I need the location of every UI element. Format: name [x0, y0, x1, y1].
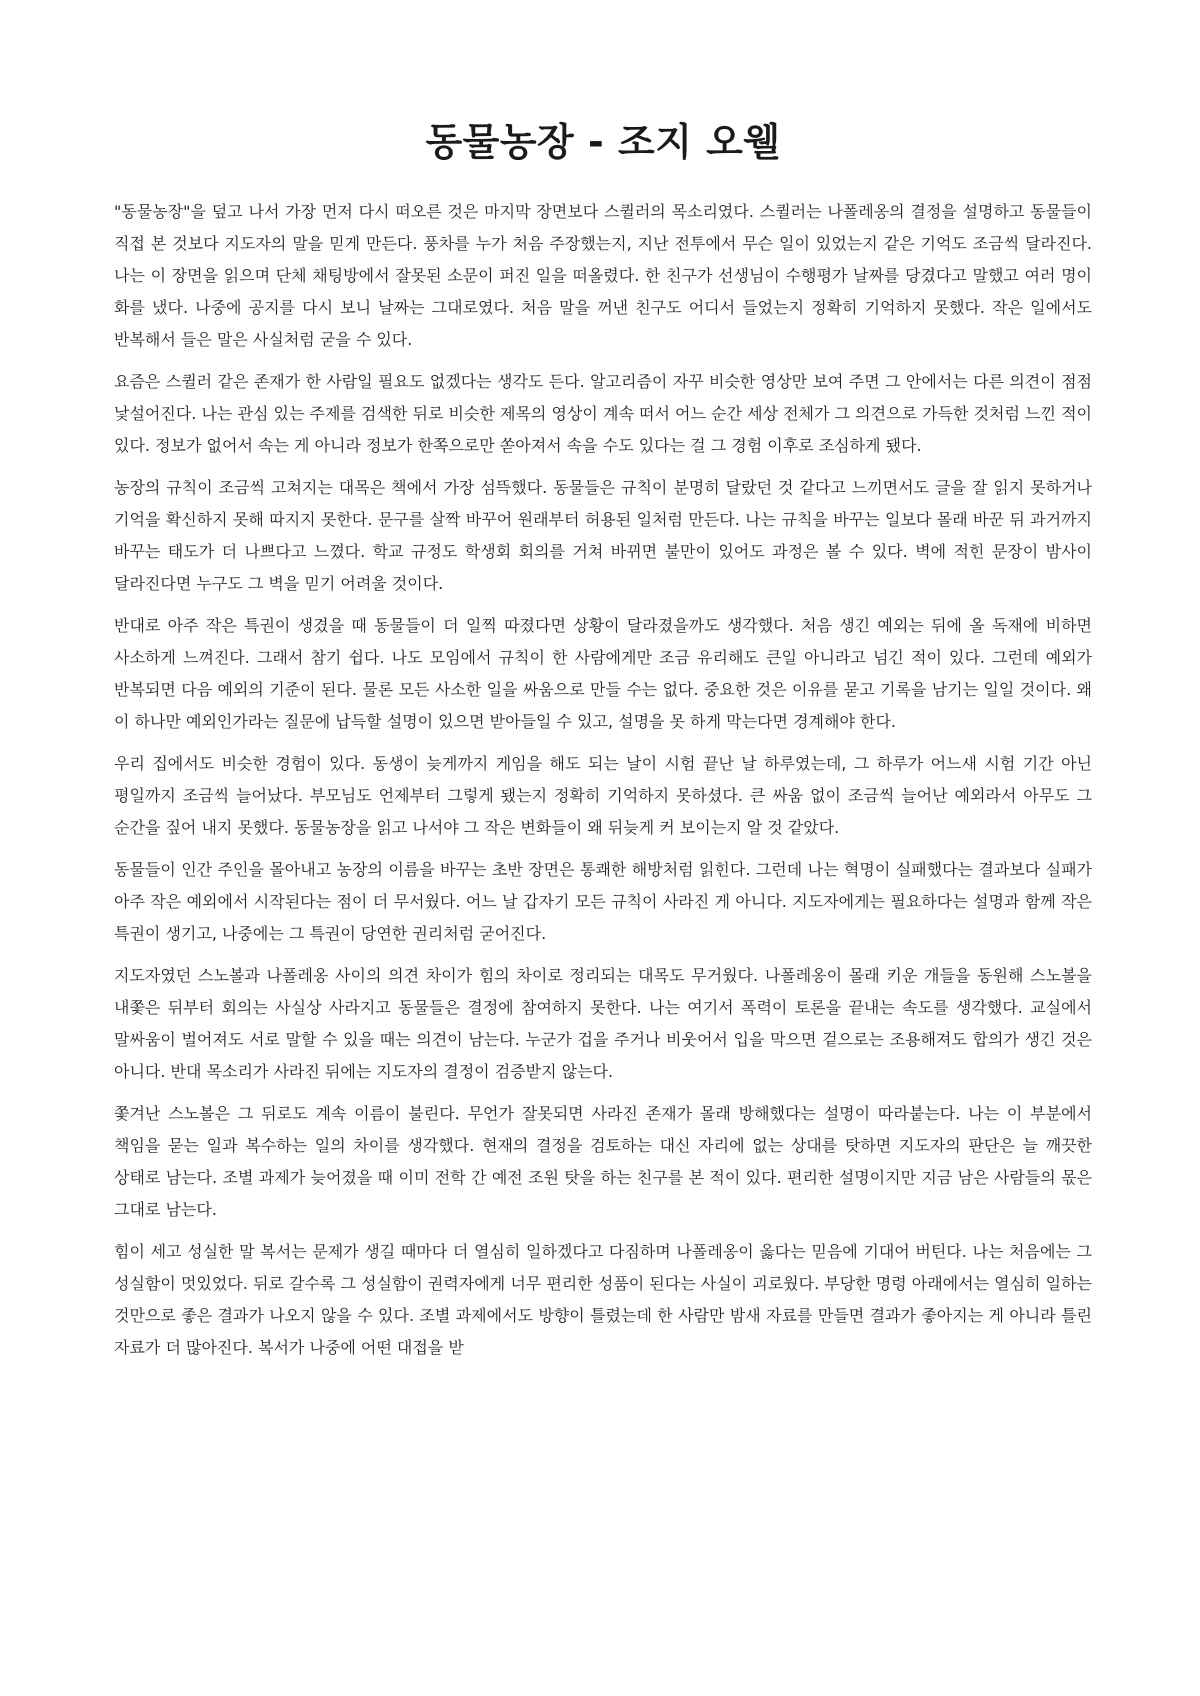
paragraph: 농장의 규칙이 조금씩 고쳐지는 대목은 책에서 가장 섬뜩했다. 동물들은 규칙이 분명히 달랐던 것 같다고 느끼면서도 글을 잘 읽지 못하거나 기억을 확신하지 못해 따지지 못한다. 문구를 살짝 바꾸어 원래부터 허용된 일처럼 만든다. 나는 규칙을 바꾸는 일보다 몰래 바꾼 뒤 과거까지 바꾸는 태도가 더 나쁘다고 느꼈다. 학교 규정도 학생회 회의를 거쳐 바뀌면 불만이 있어도 과정은 볼 수 있다. 벽에 적힌 문장이 밤사이 달라진다면 누구도 그 벽을 믿기 어려울 것이다.: [114, 478, 1092, 593]
document-title: 동물농장 - 조지 오웰: [425, 120, 781, 164]
paragraph: "동물농장"을 덮고 나서 가장 먼저 다시 떠오른 것은 마지막 장면보다 스퀼러의 목소리였다. 스퀼러는 나폴레옹의 결정을 설명하고 동물들이 직접 본 것보다 지도자의 말을 믿게 만든다. 풍차를 누가 처음 주장했는지, 지난 전투에서 무슨 일이 있었는지 같은 기억도 조금씩 달라진다. 나는 이 장면을 읽으며 단체 채팅방에서 잘못된 소문이 퍼진 일을 떠올렸다. 한 친구가 선생님이 수행평가 날짜를 당겼다고 말했고 여러 명이 화를 냈다. 나중에 공지를 다시 보니 날짜는 그대로였다. 처음 말을 꺼낸 친구도 어디서 들었는지 정확히 기억하지 못했다. 작은 일에서도 반복해서 들은 말은 사실처럼 굳을 수 있다.: [114, 202, 1092, 349]
paragraph: 요즘은 스퀼러 같은 존재가 한 사람일 필요도 없겠다는 생각도 든다. 알고리즘이 자꾸 비슷한 영상만 보여 주면 그 안에서는 다른 의견이 점점 낯설어진다. 나는 관심 있는 주제를 검색한 뒤로 비슷한 제목의 영상이 계속 떠서 어느 순간 세상 전체가 그 의견으로 가득한 것처럼 느낀 적이 있다. 정보가 없어서 속는 게 아니라 정보가 한쪽으로만 쏟아져서 속을 수도 있다는 걸 그 경험 이후로 조심하게 됐다.: [114, 372, 1092, 455]
document-body: [114, 196, 1092, 1364]
paragraph: 지도자였던 스노볼과 나폴레옹 사이의 의견 차이가 힘의 차이로 정리되는 대목도 무거웠다. 나폴레옹이 몰래 키운 개들을 동원해 스노볼을 내쫓은 뒤부터 회의는 사실상 사라지고 동물들은 결정에 참여하지 못한다. 나는 여기서 폭력이 토론을 끝내는 속도를 생각했다. 교실에서 말싸움이 벌어져도 서로 말할 수 있을 때는 의견이 남는다. 누군가 겁을 주거나 비웃어서 입을 막으면 겉으로는 조용해져도 합의가 생긴 것은 아니다. 반대 목소리가 사라진 뒤에는 지도자의 결정이 검증받지 않는다.: [114, 966, 1092, 1081]
paragraph: 동물들이 인간 주인을 몰아내고 농장의 이름을 바꾸는 초반 장면은 통쾌한 해방처럼 읽힌다. 그런데 나는 혁명이 실패했다는 결과보다 실패가 아주 작은 예외에서 시작된다는 점이 더 무서웠다. 어느 날 갑자기 모든 규칙이 사라진 게 아니다. 지도자에게는 필요하다는 설명과 함께 작은 특권이 생기고, 나중에는 그 특권이 당연한 권리처럼 굳어진다.: [114, 860, 1092, 943]
paragraph: 힘이 세고 성실한 말 복서는 문제가 생길 때마다 더 열심히 일하겠다고 다짐하며 나폴레옹이 옳다는 믿음에 기대어 버틴다. 나는 처음에는 그 성실함이 멋있었다. 뒤로 갈수록 그 성실함이 권력자에게 너무 편리한 성품이 된다는 사실이 괴로웠다. 부당한 명령 아래에서는 열심히 일하는 것만으로 좋은 결과가 나오지 않을 수 있다. 조별 과제에서도 방향이 틀렸는데 한 사람만 밤새 자료를 만들면 결과가 좋아지는 게 아니라 틀린 자료가 더 많아진다. 복서가 나중에 어떤 대접을 받: [114, 1242, 1092, 1357]
paragraph: 우리 집에서도 비슷한 경험이 있다. 동생이 늦게까지 게임을 해도 되는 날이 시험 끝난 날 하루였는데, 그 하루가 어느새 시험 기간 아닌 평일까지 조금씩 늘어났다. 부모님도 언제부터 그렇게 됐는지 정확히 기억하지 못하셨다. 큰 싸움 없이 조금씩 늘어난 예외라서 아무도 그 순간을 짚어 내지 못했다. 동물농장을 읽고 나서야 그 작은 변화들이 왜 뒤늦게 커 보이는지 알 것 같았다.: [114, 754, 1092, 837]
paragraph: 쫓겨난 스노볼은 그 뒤로도 계속 이름이 불린다. 무언가 잘못되면 사라진 존재가 몰래 방해했다는 설명이 따라붙는다. 나는 이 부분에서 책임을 묻는 일과 복수하는 일의 차이를 생각했다. 현재의 결정을 검토하는 대신 자리에 없는 상대를 탓하면 지도자의 판단은 늘 깨끗한 상태로 남는다. 조별 과제가 늦어졌을 때 이미 전학 간 예전 조원 탓을 하는 친구를 본 적이 있다. 편리한 설명이지만 지금 남은 사람들의 몫은 그대로 남는다.: [114, 1104, 1092, 1219]
paragraph: 반대로 아주 작은 특권이 생겼을 때 동물들이 더 일찍 따졌다면 상황이 달라졌을까도 생각했다. 처음 생긴 예외는 뒤에 올 독재에 비하면 사소하게 느껴진다. 그래서 참기 쉽다. 나도 모임에서 규칙이 한 사람에게만 조금 유리해도 큰일 아니라고 넘긴 적이 있다. 그런데 예외가 반복되면 다음 예외의 기준이 된다. 물론 모든 사소한 일을 싸움으로 만들 수는 없다. 중요한 것은 이유를 묻고 기록을 남기는 일일 것이다. 왜 이 하나만 예외인가라는 질문에 납득할 설명이 있으면 받아들일 수 있고, 설명을 못 하게 막는다면 경계해야 한다.: [114, 616, 1092, 731]
